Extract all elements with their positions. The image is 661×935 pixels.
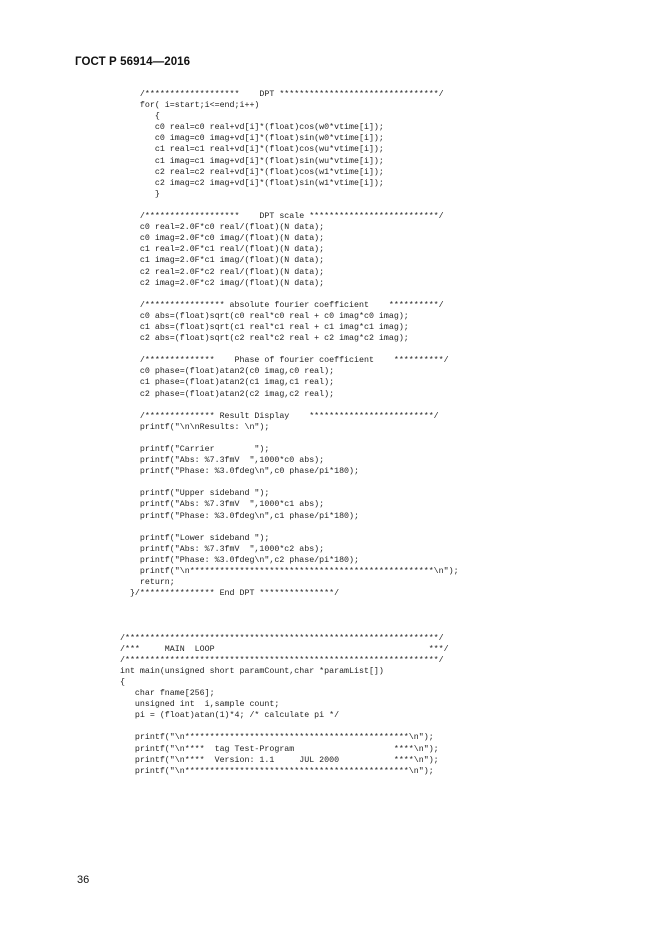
code-line: printf("\n*********************************************\n"); (120, 766, 434, 776)
code-line: c2 imag=2.0F*c2 imag/(float)(N data); (120, 278, 325, 288)
code-line: c0 abs=(float)sqrt(c0 real*c0 real + c0 imag*c0 imag); (120, 311, 409, 321)
code-line: c1 phase=(float)atan2(c1 imag,c1 real); (120, 378, 335, 388)
code-line (120, 344, 459, 355)
code-listing (120, 89, 459, 777)
code-line (120, 522, 459, 533)
code-line: /************** Result Display *************************/ (120, 411, 439, 421)
code-line: return; (120, 578, 175, 588)
code-line: { (120, 677, 125, 687)
code-line: c2 real=c2 real+vd[i]*(float)cos(w1*vtime[i]); (120, 167, 384, 177)
code-line: printf("Abs: %7.3fmV ",1000*c0 abs); (120, 456, 325, 466)
code-line: c1 abs=(float)sqrt(c1 real*c1 real + c1 imag*c1 imag); (120, 322, 409, 332)
code-line: c1 imag=c1 imag+vd[i]*(float)sin(wu*vtime[i]); (120, 156, 384, 166)
code-line: c0 imag=2.0F*c0 imag/(float)(N data); (120, 234, 325, 244)
code-line: /******************* DPT scale **************************/ (120, 212, 444, 222)
code-line: c0 real=c0 real+vd[i]*(float)cos(w0*vtime[i]); (120, 123, 384, 133)
code-line: int main(unsigned short paramCount,char *paramList[]) (120, 666, 384, 676)
code-line: { (120, 112, 160, 122)
code-line (120, 599, 459, 610)
code-line: printf("\n*********************************************\n"); (120, 733, 434, 743)
code-line: /***************************************************************/ (120, 655, 444, 665)
code-line: } (120, 189, 160, 199)
code-line: printf("Abs: %7.3fmV ",1000*c1 abs); (120, 500, 325, 510)
code-line: c0 phase=(float)atan2(c0 imag,c0 real); (120, 367, 335, 377)
code-line: /*** MAIN LOOP ***/ (120, 644, 449, 654)
code-line: printf("Carrier "); (120, 445, 270, 454)
standard-header: ГОСТ Р 56914—2016 (75, 56, 191, 68)
code-line: pi = (float)atan(1)*4; /* calculate pi */ (120, 711, 340, 721)
code-line: printf("Upper sideband "); (120, 489, 270, 499)
page-number: 36 (77, 874, 90, 886)
code-line: c2 phase=(float)atan2(c2 imag,c2 real); (120, 389, 335, 399)
code-line: c2 imag=c2 imag+vd[i]*(float)sin(w1*vtime[i]); (120, 178, 384, 188)
code-line: printf("Phase: %3.0fdeg\n",c2 phase/pi*180); (120, 555, 359, 565)
code-line (120, 289, 459, 300)
code-line: /******************* DPT ********************************/ (120, 90, 444, 99)
code-line (120, 477, 459, 488)
code-line: c1 imag=2.0F*c1 imag/(float)(N data); (120, 256, 325, 266)
code-line (120, 721, 459, 732)
code-line: printf("\n*************************************************\n"); (120, 567, 459, 577)
code-line: printf("Phase: %3.0fdeg\n",c1 phase/pi*180); (120, 511, 359, 521)
code-line (120, 400, 459, 411)
code-line: c0 real=2.0F*c0 real/(float)(N data); (120, 223, 325, 233)
code-line: c1 real=2.0F*c1 real/(float)(N data); (120, 245, 325, 255)
code-line: printf("Lower sideband "); (120, 533, 270, 543)
code-line: for( i=start;i<=end;i++) (120, 101, 260, 111)
code-line: c2 abs=(float)sqrt(c2 real*c2 real + c2 imag*c2 imag); (120, 334, 409, 344)
code-line (120, 622, 459, 633)
code-line: c1 real=c1 real+vd[i]*(float)cos(wu*vtime[i]); (120, 145, 384, 155)
code-line: printf("\n**** tag Test-Program ****\n"); (120, 744, 439, 754)
code-line: printf("\n\nResults: \n"); (120, 422, 270, 432)
code-line: /**************** absolute fourier coefficient **********/ (120, 300, 444, 310)
code-line: printf("\n**** Version: 1.1 JUL 2000 ****\n"); (120, 755, 439, 765)
code-line: c2 real=2.0F*c2 real/(float)(N data); (120, 267, 325, 277)
code-line: }/*************** End DPT ***************/ (120, 589, 340, 599)
code-line: /************** Phase of fourier coefficient **********/ (120, 356, 449, 366)
code-line: /***************************************************************/ (120, 633, 444, 643)
code-line: c0 imag=c0 imag+vd[i]*(float)sin(w0*vtime[i]); (120, 134, 384, 144)
code-line: unsigned int i,sample count; (120, 700, 280, 710)
code-line: char fname[256]; (120, 689, 215, 699)
code-line (120, 610, 459, 621)
code-line: printf("Phase: %3.0fdeg\n",c0 phase/pi*180); (120, 467, 359, 477)
code-line (120, 433, 459, 444)
code-line: printf("Abs: %7.3fmV ",1000*c2 abs); (120, 544, 325, 554)
code-line (120, 200, 459, 211)
